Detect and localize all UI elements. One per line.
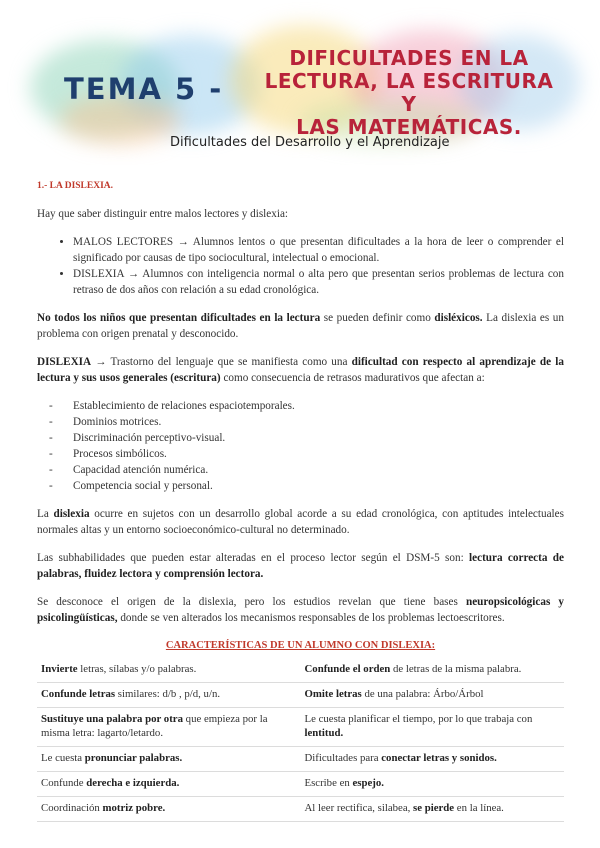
bold-text: Sustituye una palabra por otra — [41, 713, 183, 725]
table-cell — [37, 772, 301, 797]
text: La dislexia es un problema con origen prenatal y desconocido. — [37, 312, 564, 340]
bold-text: DISLEXIA — [37, 356, 92, 368]
text: Le cuesta planificar el tiempo, por lo que trabaja con — [304, 713, 533, 725]
topic-number: TEMA 5 - — [64, 72, 224, 106]
table-cell — [301, 658, 565, 683]
text: Confunde — [41, 777, 87, 789]
paragraph-dyslexic-children — [37, 310, 564, 342]
title-line: LAS MATEMÁTICAS. — [296, 115, 522, 139]
text: Coordinación — [41, 802, 103, 814]
text: de letras de la misma palabra. — [390, 663, 522, 675]
bold-text: disléxicos. — [434, 312, 483, 324]
bold-text: espejo. — [352, 777, 384, 789]
table-row — [37, 683, 564, 708]
text: ocurre en sujetos con un desarrollo global acorde a su edad cronológica, con aptitudes intelectuales normales altas y un entorno socioeconómico-cultural no determinado. — [37, 508, 564, 536]
text: Al leer rectifica, silabea, — [304, 802, 414, 814]
table-cell — [301, 683, 565, 708]
text: Le cuesta — [41, 752, 85, 764]
table-cell — [37, 658, 301, 683]
text: Las subhabilidades que pueden estar alteradas en el proceso lector según el DSM-5 son: — [37, 552, 470, 564]
bold-text: lectura correcta de palabras, fluidez lectora y comprensión lectora. — [37, 552, 564, 580]
table-cell — [37, 683, 301, 708]
text: Se desconoce el origen de la dislexia, pero los estudios revelan que tiene bases — [37, 596, 466, 608]
paragraph-origin — [37, 594, 564, 626]
text: de una palabra: Árbo/Árbol — [361, 688, 484, 700]
page-subtitle: Dificultades del Desarrollo y el Aprendizaje — [170, 135, 450, 150]
paragraph-subskills — [37, 550, 564, 582]
bold-text: dificultad con respecto al aprendizaje de la lectura y sus usos generales (escritura) — [37, 356, 564, 384]
title-line: DIFICULTADES EN LA — [289, 46, 529, 70]
text: se pueden definir como — [320, 312, 435, 324]
bold-text: neuropsicológicas y psicolingüísticas, — [37, 596, 565, 624]
characteristics-table — [37, 658, 564, 822]
bold-text: se pierde — [413, 802, 455, 814]
bullet-list — [37, 234, 564, 298]
document-body — [37, 178, 564, 822]
bold-text: pronunciar palabras. — [84, 752, 183, 764]
page-title — [254, 47, 564, 139]
dash-item: - Competencia social y personal. — [73, 478, 564, 494]
bold-text: Confunde letras — [41, 688, 116, 700]
table-cell — [37, 708, 301, 747]
bold-text: motriz pobre. — [102, 802, 166, 814]
bold-text: Omite letras — [304, 688, 362, 700]
table-cell — [301, 747, 565, 772]
table-cell — [37, 747, 301, 772]
dash-item: - Discriminación perceptivo-visual. — [73, 430, 564, 446]
dash-item: - Establecimiento de relaciones espaciotemporales. — [73, 398, 564, 414]
table-row — [37, 747, 564, 772]
paragraph-definition — [37, 354, 564, 386]
intro-paragraph: Hay que saber distinguir entre malos lectores y dislexia: — [37, 208, 289, 220]
bold-text: lentitud. — [304, 727, 344, 739]
dash-item: - Dominios motrices. — [73, 414, 564, 430]
bullet-item: • MALOS LECTORES → Alumnos lentos o que presentan dificultades a la hora de leer o comprender el significado por causas de tipo sociocultural, intelectual o emocional. — [73, 234, 564, 266]
table-cell — [301, 772, 565, 797]
text: → Trastorno del lenguaje que se manifiesta como una — [91, 356, 352, 368]
title-line: LECTURA, LA ESCRITURA Y — [264, 69, 554, 116]
table-caption: CARACTERÍSTICAS DE UN ALUMNO CON DISLEXIA: — [165, 640, 436, 651]
table-row — [37, 772, 564, 797]
bold-text: dislexia — [53, 508, 90, 520]
text: letras, sílabas y/o palabras. — [77, 663, 197, 675]
text: La — [37, 508, 54, 520]
dash-list — [37, 398, 564, 494]
bold-text: No todos los niños que presentan dificultades en la lectura — [37, 312, 321, 324]
text: que empieza por la misma letra: lagarto/letardo. — [41, 713, 268, 739]
text: similares: d/b , p/d, u/n. — [115, 688, 221, 700]
bold-text: Confunde el orden — [304, 663, 391, 675]
text: en la línea. — [454, 802, 504, 814]
dash-item: - Capacidad atención numérica. — [73, 462, 564, 478]
text: Dificultades para — [304, 752, 382, 764]
bold-text: derecha e izquierda. — [86, 777, 180, 789]
text: como consecuencia de retrasos madurativos que afectan a: — [220, 372, 485, 384]
section-heading: 1.- LA DISLEXIA. — [37, 181, 114, 191]
table-cell — [301, 797, 565, 822]
text: donde se ven alterados los mecanismos responsables de los problemas lectoescritores. — [117, 612, 505, 624]
paragraph-occurrence — [37, 506, 564, 538]
table-cell — [37, 797, 301, 822]
dash-item: - Procesos simbólicos. — [73, 446, 564, 462]
bullet-item: • DISLEXIA → Alumnos con inteligencia normal o alta pero que presentan serios problemas de lectura con retraso de dos años con relación a su edad cronológica. — [73, 266, 564, 298]
text: Escribe en — [304, 777, 353, 789]
title-banner — [0, 0, 600, 165]
table-row — [37, 797, 564, 822]
bold-text: Invierte — [41, 663, 78, 675]
table-cell — [301, 708, 565, 747]
table-row — [37, 708, 564, 747]
table-row — [37, 658, 564, 683]
bold-text: conectar letras y sonidos. — [381, 752, 497, 764]
